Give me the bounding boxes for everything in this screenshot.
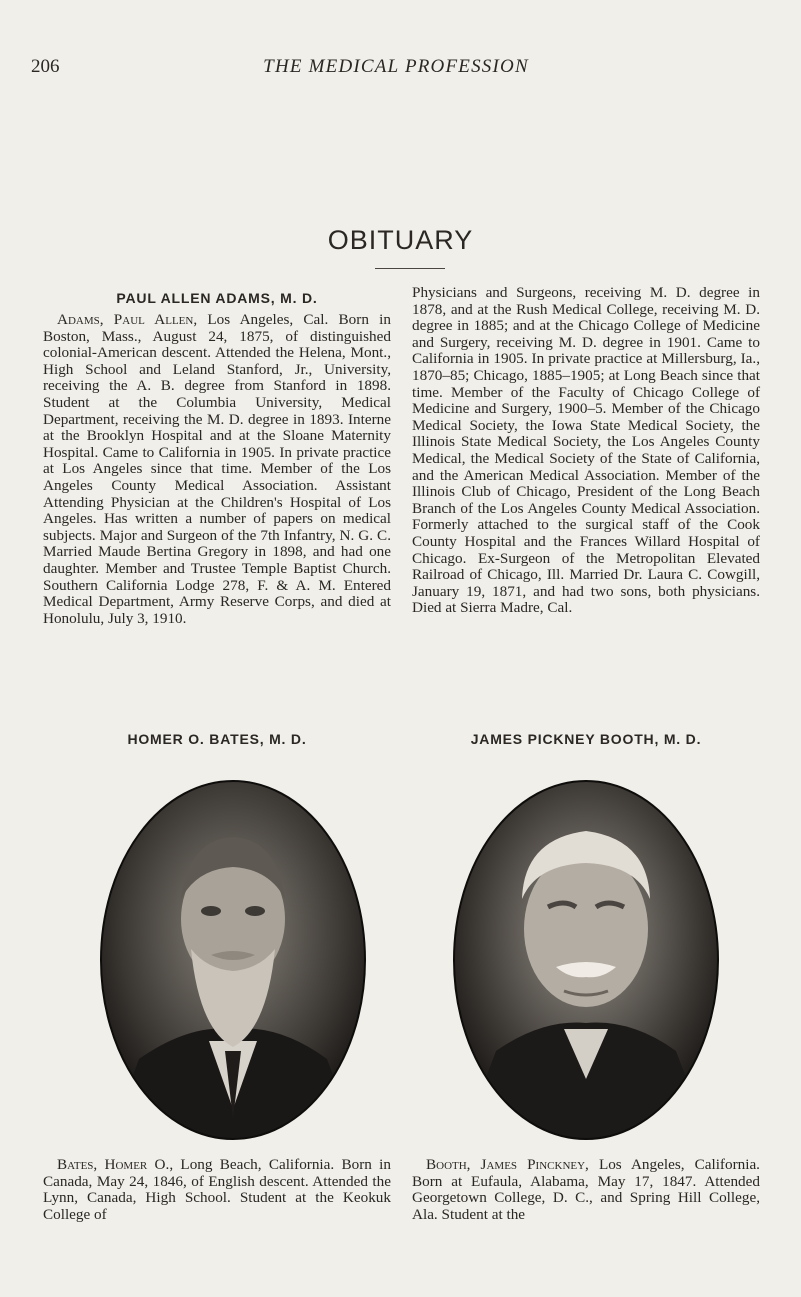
- bates-continued-paragraph: Physicians and Surgeons, receiving M. D. degree in 1878, and at the Rush Medical College, receiving M. D. degree in 1885; and at the Chicago College of Medicine and Surgery, receiving M. D. degree in 1901. Came to California in 1905. In private practice at Millersburg, Ia., 1870–85; Chicago, 1885–1905; at Long Beach since that time. Member of the Faculty of Chicago College of Medicine and Surgery, 1900–5. Member of the Chicago Medical Society, the Iowa State Medical Society, the Illinois State Medical Society, the Los Angeles County Medical, the Medical Society of the State of California, and the American Medical Association. Member of the Illinois Club of Chicago, President of the Long Beach Branch of the Los Angeles County Medical Association. Formerly attached to the surgical staff of the Cook County Hospital and the Frances Willard Hospital of Chicago. Ex-Surgeon of the Metropolitan Elevated Railroad of Chicago, Ill. Married Dr. Laura C. Cowgill, January 19, 1871, and had two sons, both physicians. Died at Sierra Madre, Cal.: [412, 284, 760, 617]
- bates-continued-entry: [412, 285, 760, 617]
- bates-heading: HOMER O. BATES, M. D.: [127, 731, 307, 747]
- adams-entry: [43, 312, 391, 627]
- booth-entry: [412, 1157, 760, 1223]
- adams-body: Los Angeles, Cal. Born in Boston, Mass., August 24, 1875, of distinguished colonial-American descent. Attended the Helena, Mont., High School and Leland Stanford, Jr., University, receiving the A. B. degree from Stanford in 1898. Student at the Columbia University, Medical Department, receiving the M. D. degree in 1893. Interne at the Brooklyn Hospital and at the Sloane Maternity Hospital. Came to California in 1905. In private practice at Los Angeles since that time. Member of the Los Angeles County Medical Association. Assistant Attending Physician at the Children's Hospital of Los Angeles. Has written a number of papers on medical subjects. Major and Surgeon of the 7th Infantry, N. G. C. Married Maude Bertina Gregory in 1898, and had one daughter. Member and Trustee Temple Baptist Church. Southern California Lodge 278, F. & A. M. Entered Medical Department, Army Reserve Corps, and died at Honolulu, July 3, 1910.: [43, 311, 391, 627]
- section-title: OBITUARY: [327, 225, 474, 255]
- page-number: 206: [31, 56, 60, 77]
- adams-heading: PAUL ALLEN ADAMS, M. D.: [116, 290, 318, 306]
- booth-name-lead: Booth, James Pinckney,: [426, 1156, 589, 1173]
- bates-entry: [43, 1157, 391, 1223]
- section-divider: [375, 268, 445, 269]
- booth-paragraph: [412, 1157, 760, 1223]
- bates-portrait-image: [99, 779, 367, 1141]
- bates-portrait: [99, 779, 367, 1141]
- booth-portrait: [452, 779, 720, 1141]
- bates-body: Long Beach, California. Born in Canada, May 24, 1846, of English descent. Attended the Lynn, Canada, High School. Student at the Keokuk College of: [43, 1156, 391, 1223]
- booth-body: Los Angeles, California. Born at Eufaula, Alabama, May 17, 1847. Attended Georgetown College, D. C., and Spring Hill College, Ala. Student at the: [412, 1156, 760, 1223]
- bates-name-lead: Bates, Homer O.,: [57, 1156, 174, 1173]
- running-header: [31, 56, 761, 80]
- booth-portrait-image: [452, 779, 720, 1141]
- running-title: THE MEDICAL PROFESSION: [263, 56, 529, 77]
- booth-heading: JAMES PICKNEY BOOTH, M. D.: [470, 731, 702, 747]
- bates-paragraph: [43, 1157, 391, 1223]
- adams-name-lead: Adams, Paul Allen,: [57, 311, 198, 328]
- adams-paragraph: [43, 312, 391, 627]
